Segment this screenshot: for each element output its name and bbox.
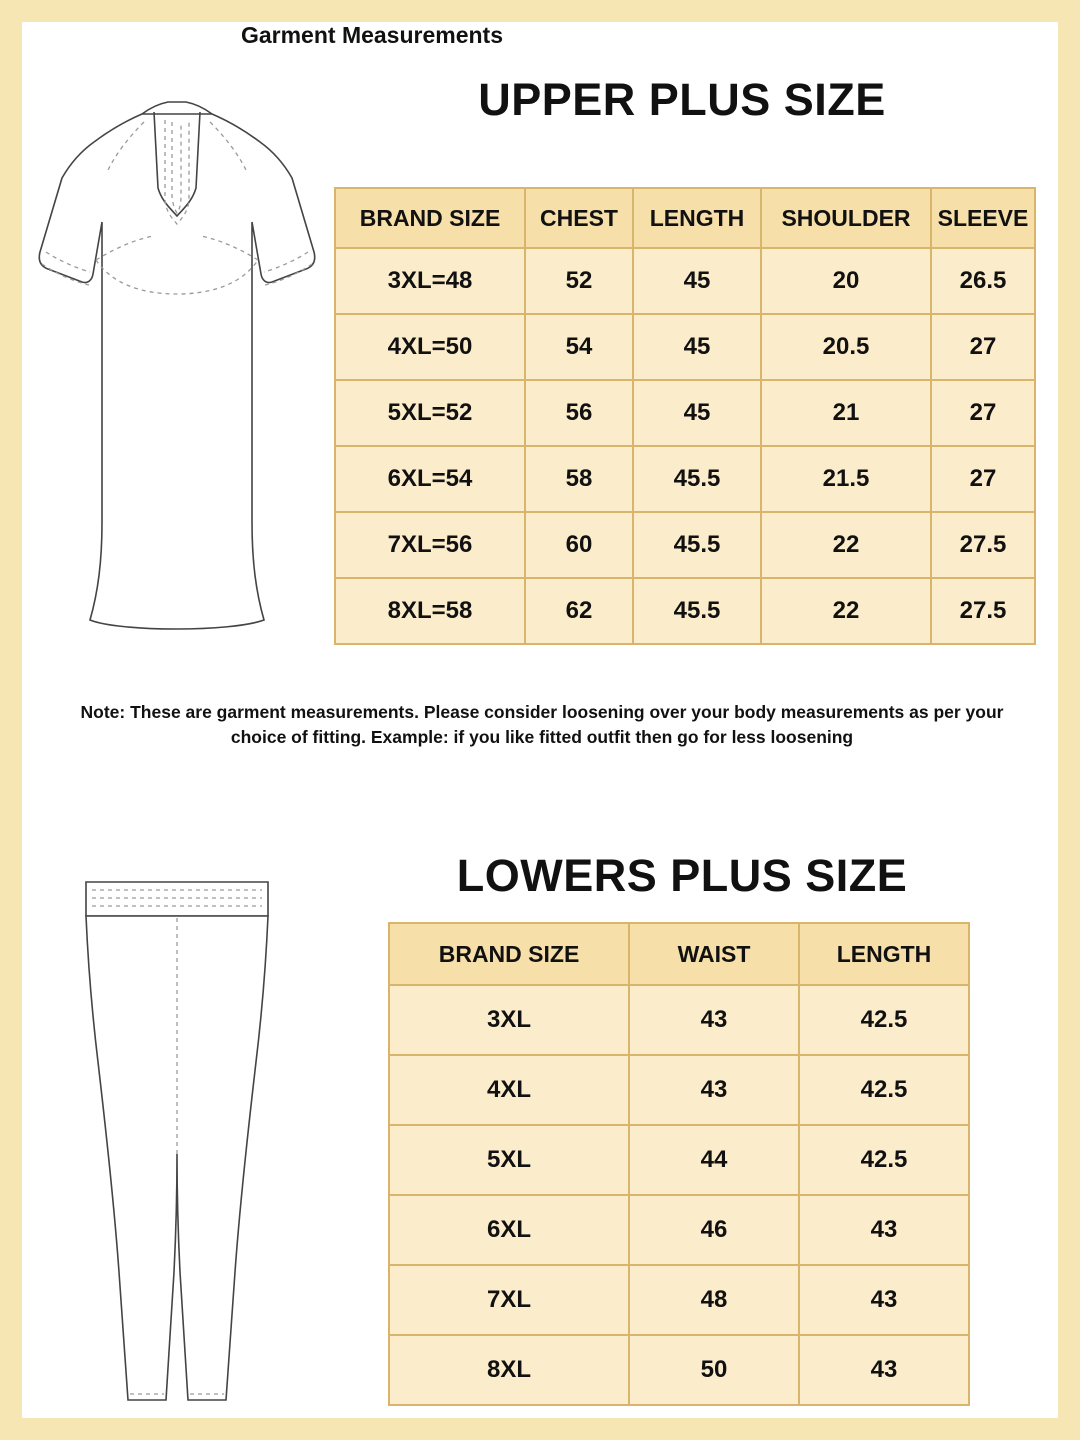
cell-length: 43	[799, 1195, 969, 1265]
cell-chest: 56	[525, 380, 633, 446]
upper-title: UPPER PLUS SIZE	[478, 74, 886, 125]
cell-length: 42.5	[799, 985, 969, 1055]
cell-sleeve: 27	[931, 314, 1035, 380]
table-header-row	[389, 923, 969, 985]
cell-sleeve: 27	[931, 446, 1035, 512]
cell-sleeve: 27	[931, 380, 1035, 446]
column-header-waist: WAIST	[629, 923, 799, 985]
cell-length: 45	[633, 248, 761, 314]
column-header-length: LENGTH	[799, 923, 969, 985]
table-row	[335, 446, 1035, 512]
cell-brand-size: 6XL=54	[335, 446, 525, 512]
column-header-sleeve: SLEEVE	[931, 188, 1035, 248]
table-row	[389, 1195, 969, 1265]
cell-chest: 52	[525, 248, 633, 314]
column-header-length: LENGTH	[633, 188, 761, 248]
column-header-shoulder: SHOULDER	[761, 188, 931, 248]
lower-size-section	[22, 822, 1058, 1418]
cell-brand-size: 3XL	[389, 985, 629, 1055]
cell-brand-size: 4XL	[389, 1055, 629, 1125]
column-header-brand-size: BRAND SIZE	[335, 188, 525, 248]
table-row	[335, 512, 1035, 578]
cell-brand-size: 7XL=56	[335, 512, 525, 578]
cell-brand-size: 5XL	[389, 1125, 629, 1195]
cell-length: 45	[633, 380, 761, 446]
table-row	[335, 248, 1035, 314]
cell-shoulder: 20	[761, 248, 931, 314]
cell-sleeve: 27.5	[931, 512, 1035, 578]
cell-shoulder: 20.5	[761, 314, 931, 380]
table-header-row	[335, 188, 1035, 248]
cell-length: 42.5	[799, 1055, 969, 1125]
table-row	[389, 1055, 969, 1125]
upper-size-section	[22, 22, 1058, 762]
size-chart-page	[22, 22, 1058, 1418]
cell-brand-size: 7XL	[389, 1265, 629, 1335]
cell-brand-size: 3XL=48	[335, 248, 525, 314]
upper-subtitle: Garment Measurements	[240, 22, 504, 48]
cell-waist: 50	[629, 1335, 799, 1405]
table-row	[389, 1335, 969, 1405]
cell-brand-size: 4XL=50	[335, 314, 525, 380]
cell-waist: 46	[629, 1195, 799, 1265]
cell-length: 45	[633, 314, 761, 380]
cell-length: 42.5	[799, 1125, 969, 1195]
cell-brand-size: 6XL	[389, 1195, 629, 1265]
table-row	[389, 1125, 969, 1195]
cell-shoulder: 21	[761, 380, 931, 446]
cell-waist: 43	[629, 1055, 799, 1125]
column-header-chest: CHEST	[525, 188, 633, 248]
cell-sleeve: 27.5	[931, 578, 1035, 644]
cell-brand-size: 8XL=58	[335, 578, 525, 644]
cell-chest: 58	[525, 446, 633, 512]
lower-size-table	[388, 922, 970, 1406]
cell-shoulder: 21.5	[761, 446, 931, 512]
cell-brand-size: 8XL	[389, 1335, 629, 1405]
column-header-brand-size: BRAND SIZE	[389, 923, 629, 985]
cell-length: 45.5	[633, 578, 761, 644]
kurta-illustration	[32, 92, 322, 662]
table-row	[335, 578, 1035, 644]
table-row	[389, 1265, 969, 1335]
cell-waist: 44	[629, 1125, 799, 1195]
table-row	[335, 314, 1035, 380]
cell-shoulder: 22	[761, 512, 931, 578]
cell-length: 45.5	[633, 446, 761, 512]
cell-length: 43	[799, 1265, 969, 1335]
table-row	[335, 380, 1035, 446]
lower-title: LOWERS PLUS SIZE	[456, 850, 908, 901]
cell-waist: 43	[629, 985, 799, 1055]
cell-chest: 62	[525, 578, 633, 644]
cell-brand-size: 5XL=52	[335, 380, 525, 446]
cell-length: 43	[799, 1335, 969, 1405]
measurement-note: Note: These are garment measurements. Please consider loosening over your body measurements as per your choice of fitting. Example: if you like fitted outfit then go for less loosening	[80, 702, 1004, 748]
cell-sleeve: 26.5	[931, 248, 1035, 314]
upper-size-table	[334, 187, 1036, 645]
cell-chest: 54	[525, 314, 633, 380]
pants-illustration	[52, 872, 302, 1417]
cell-chest: 60	[525, 512, 633, 578]
cell-shoulder: 22	[761, 578, 931, 644]
table-row	[389, 985, 969, 1055]
cell-length: 45.5	[633, 512, 761, 578]
cell-waist: 48	[629, 1265, 799, 1335]
